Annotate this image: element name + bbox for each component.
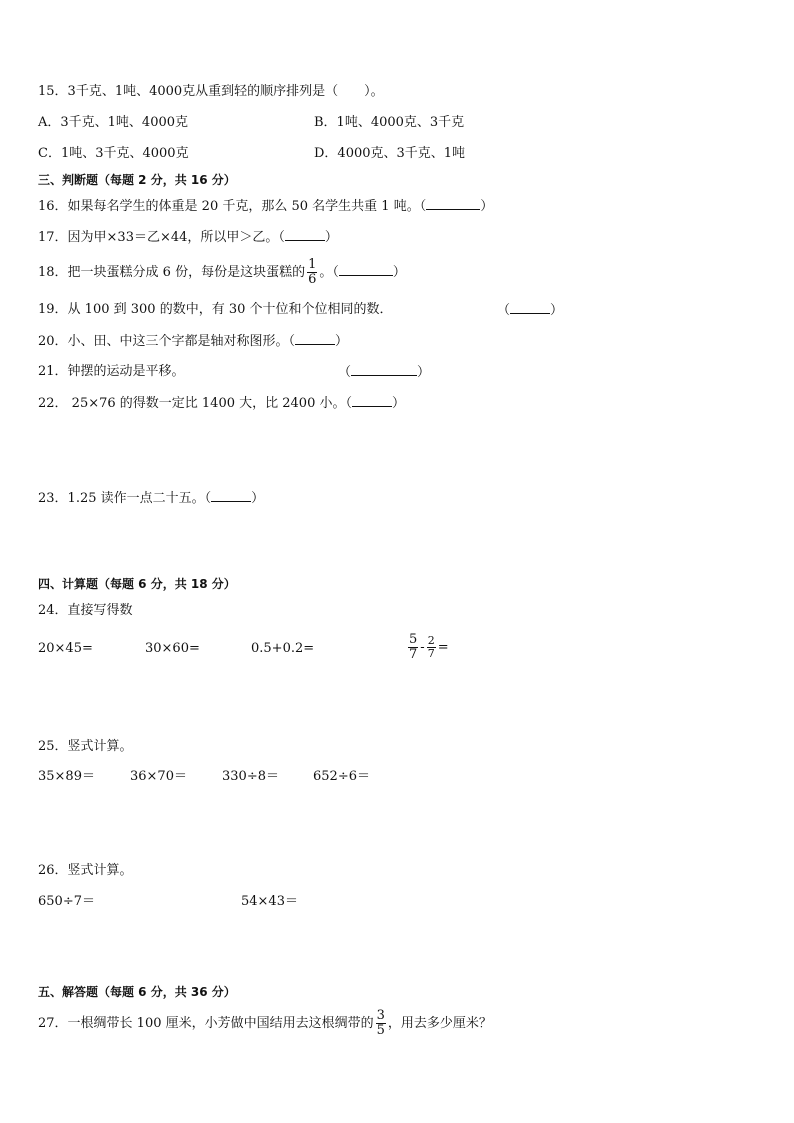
- q24-fraction-2-denominator: 7: [427, 647, 435, 660]
- section-3-heading: 三、判断题（每题 2 分，共 16 分）: [38, 173, 236, 187]
- q18-close-paren: ）: [392, 265, 406, 280]
- question-23: [38, 489, 264, 508]
- q18-fraction-denominator: 6: [308, 272, 317, 287]
- question-19: 19．从 100 到 300 的数中，有 30 个十位和个位相同的数．: [38, 302, 393, 317]
- q16-close-paren: ）: [480, 199, 494, 214]
- q24-expression-2: 30×60=: [145, 641, 200, 656]
- q19-close-paren: ）: [550, 303, 564, 318]
- q27-fraction: [376, 1009, 386, 1038]
- question-25-title: 25．竖式计算。: [38, 739, 133, 754]
- question-17: [38, 228, 338, 247]
- q16-answer-blank[interactable]: [426, 197, 480, 210]
- q25-expression-3: 330÷8＝: [222, 769, 279, 784]
- q21-answer-blank[interactable]: [351, 363, 417, 376]
- q25-expression-2: 36×70＝: [130, 769, 187, 784]
- q17-close-paren: ）: [324, 230, 338, 245]
- q24-expression-1: 20×45=: [38, 641, 93, 656]
- question-24-title: 24．直接写得数: [38, 603, 133, 618]
- q27-text-after: ，用去多少厘米？: [387, 1016, 492, 1031]
- q18-fraction: [307, 258, 317, 287]
- q24-fraction-1-denominator: 7: [409, 647, 418, 662]
- q24-minus-sign: -: [420, 640, 425, 655]
- q15-option-b: B．1吨、4000克、3千克: [314, 115, 465, 130]
- question-16: [38, 197, 493, 216]
- q21-answer-area: [338, 363, 430, 382]
- q23-close-paren: ）: [251, 491, 265, 506]
- q20-answer-blank[interactable]: [295, 332, 335, 345]
- q16-text: 16．如果每名学生的体重是 20 千克，那么 50 名学生共重 1 吨。（: [38, 199, 427, 214]
- question-27: [38, 1006, 492, 1042]
- q24-fraction-1: [408, 633, 418, 662]
- section-5-heading: 五、解答题（每题 6 分，共 36 分）: [38, 985, 236, 999]
- q19-answer-blank[interactable]: [510, 301, 550, 314]
- question-22: [38, 394, 405, 413]
- q21-close-paren: ）: [417, 365, 431, 380]
- q19-answer-area: [497, 301, 563, 320]
- q23-text: 23．1.25 读作一点二十五。（: [38, 491, 212, 506]
- q22-answer-blank[interactable]: [352, 394, 392, 407]
- q24-equals-sign: =: [437, 640, 449, 655]
- q15-option-c: C．1吨、3千克、4000克: [38, 146, 189, 161]
- question-26-title: 26．竖式计算。: [38, 863, 133, 878]
- question-18: [38, 256, 406, 290]
- section-4-heading: 四、计算题（每题 6 分，共 18 分）: [38, 577, 236, 591]
- q20-close-paren: ）: [335, 334, 349, 349]
- q18-answer-blank[interactable]: [339, 263, 393, 276]
- q27-fraction-numerator: 3: [376, 1008, 385, 1023]
- q18-text-after: 。（: [319, 265, 339, 280]
- q24-expression-4: [406, 628, 449, 668]
- q18-text: 18．把一块蛋糕分成 6 份，每份是这块蛋糕的: [38, 265, 306, 280]
- q27-text: 27．一根绸带长 100 厘米，小芳做中国结用去这根绸带的: [38, 1016, 374, 1031]
- q27-fraction-denominator: 5: [376, 1023, 385, 1038]
- q24-fraction-2-numerator: 2: [427, 634, 435, 647]
- q19-open-paren: （: [497, 303, 511, 318]
- q21-open-paren: （: [338, 365, 352, 380]
- q20-text: 20．小、田、中这三个字都是轴对称图形。（: [38, 334, 296, 349]
- q24-expression-3: 0.5+0.2=: [251, 641, 315, 656]
- q24-fraction-1-numerator: 5: [409, 632, 418, 647]
- q25-expression-1: 35×89＝: [38, 769, 95, 784]
- q22-text: 22． 25×76 的得数一定比 1400 大，比 2400 小。（: [38, 396, 352, 411]
- q15-option-a: A．3千克、1吨、4000克: [38, 115, 189, 130]
- q15-option-d: D．4000克、3千克、1吨: [314, 146, 466, 161]
- q17-answer-blank[interactable]: [285, 228, 325, 241]
- q22-close-paren: ）: [391, 396, 405, 411]
- q26-expression-2: 54×43＝: [241, 894, 298, 909]
- q23-answer-blank[interactable]: [211, 489, 251, 502]
- question-20: [38, 332, 348, 351]
- question-15: 15．3千克、1吨、4000克从重到轻的顺序排列是（ ）。: [38, 84, 384, 99]
- q17-text: 17．因为甲×33＝乙×44，所以甲＞乙。（: [38, 230, 285, 245]
- question-21: 21．钟摆的运动是平移。: [38, 364, 185, 379]
- q25-expression-4: 652÷6＝: [313, 769, 370, 784]
- q18-fraction-numerator: 1: [308, 257, 317, 272]
- q26-expression-1: 650÷7＝: [38, 894, 95, 909]
- q24-fraction-2: [427, 635, 436, 660]
